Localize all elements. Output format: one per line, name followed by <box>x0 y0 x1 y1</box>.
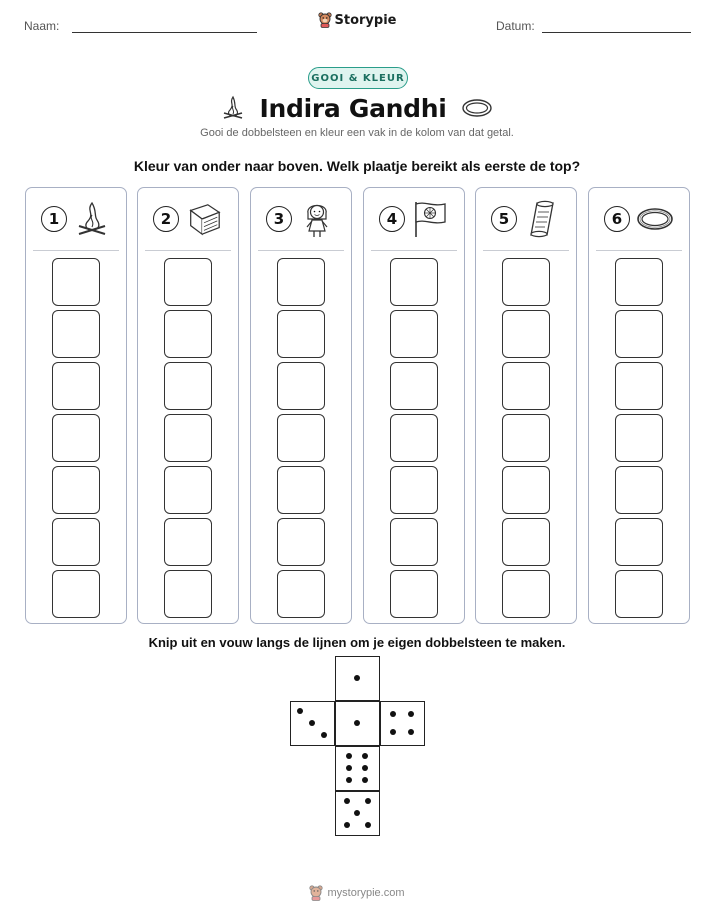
girl-doll-icon <box>298 200 336 238</box>
dice-number: 4 <box>379 206 405 232</box>
dice-number: 6 <box>604 206 630 232</box>
color-cell[interactable] <box>615 570 663 618</box>
color-cell[interactable] <box>52 362 100 410</box>
color-cell[interactable] <box>390 570 438 618</box>
campfire-icon <box>73 200 111 238</box>
column-6 <box>588 187 690 624</box>
column-3 <box>250 187 352 624</box>
color-cell[interactable] <box>390 258 438 306</box>
color-cell[interactable] <box>164 310 212 358</box>
brand-logo <box>0 12 714 28</box>
die-pip <box>362 765 368 771</box>
footer <box>0 885 714 901</box>
color-cell[interactable] <box>390 466 438 514</box>
die-pip <box>365 822 371 828</box>
column-1 <box>25 187 127 624</box>
color-cell[interactable] <box>52 518 100 566</box>
die-pip <box>344 798 350 804</box>
color-cell[interactable] <box>164 570 212 618</box>
column-divider <box>483 250 569 251</box>
die-pip <box>390 711 396 717</box>
color-cell[interactable] <box>502 258 550 306</box>
instruction: Kleur van onder naar boven. Welk plaatje bereikt als eerste de top? <box>133 158 581 174</box>
color-cell[interactable] <box>615 362 663 410</box>
die-pip <box>344 822 350 828</box>
column-header <box>589 188 689 250</box>
column-divider <box>145 250 231 251</box>
color-cell[interactable] <box>502 518 550 566</box>
die-pip <box>390 729 396 735</box>
dice-number: 5 <box>491 206 517 232</box>
color-cell[interactable] <box>164 466 212 514</box>
bear-mascot-icon <box>309 885 323 901</box>
dice-number: 1 <box>41 206 67 232</box>
die-pip <box>346 753 352 759</box>
color-cell[interactable] <box>277 362 325 410</box>
flag-with-wheel-icon <box>411 200 449 238</box>
die-pip <box>354 675 360 681</box>
color-cell[interactable] <box>52 414 100 462</box>
color-cell[interactable] <box>52 258 100 306</box>
scroll-icon <box>523 200 561 238</box>
bangle-icon <box>461 96 493 120</box>
color-cell[interactable] <box>164 518 212 566</box>
color-cell[interactable] <box>164 414 212 462</box>
color-cell[interactable] <box>502 362 550 410</box>
die-pip <box>309 720 315 726</box>
color-cell[interactable] <box>164 362 212 410</box>
die-face-5 <box>335 791 380 836</box>
die-pip <box>365 798 371 804</box>
die-face-3 <box>290 701 335 746</box>
footer-url[interactable]: mystorypie.com <box>327 887 405 899</box>
die-pip <box>408 729 414 735</box>
color-cell[interactable] <box>615 310 663 358</box>
name-label: Naam: <box>24 19 60 33</box>
color-cell[interactable] <box>502 570 550 618</box>
color-cell[interactable] <box>390 310 438 358</box>
name-line[interactable] <box>72 32 257 33</box>
color-cell[interactable] <box>615 258 663 306</box>
color-cell[interactable] <box>277 414 325 462</box>
die-pip <box>408 711 414 717</box>
die-face-1-center <box>335 701 380 746</box>
date-label: Datum: <box>496 19 535 33</box>
column-5 <box>475 187 577 624</box>
color-cell[interactable] <box>615 466 663 514</box>
die-face-6 <box>335 746 380 791</box>
column-header <box>476 188 576 250</box>
die-pip <box>354 720 360 726</box>
color-cell[interactable] <box>277 570 325 618</box>
dice-number: 2 <box>153 206 179 232</box>
cut-instruction: Knip uit en vouw langs de lijnen om je eigen dobbelsteen te maken. <box>148 635 566 650</box>
die-pip <box>362 777 368 783</box>
die-pip <box>362 753 368 759</box>
column-header <box>138 188 238 250</box>
column-4 <box>363 187 465 624</box>
color-cell[interactable] <box>52 570 100 618</box>
dice-number: 3 <box>266 206 292 232</box>
color-cell[interactable] <box>164 258 212 306</box>
color-cell[interactable] <box>615 414 663 462</box>
die-pip <box>354 810 360 816</box>
die-pip <box>346 765 352 771</box>
title-row <box>0 92 714 124</box>
die-face-4 <box>380 701 425 746</box>
die-pip <box>346 777 352 783</box>
color-cell[interactable] <box>390 518 438 566</box>
color-cell[interactable] <box>502 414 550 462</box>
activity-badge: GOOI & KLEUR <box>308 67 408 89</box>
campfire-icon <box>221 94 245 122</box>
color-cell[interactable] <box>277 466 325 514</box>
subtitle: Gooi de dobbelsteen en kleur een vak in de kolom van dat getal. <box>200 127 514 139</box>
column-2 <box>137 187 239 624</box>
column-divider <box>596 250 682 251</box>
column-divider <box>258 250 344 251</box>
column-header <box>26 188 126 250</box>
bangle-icon <box>636 200 674 238</box>
color-cell[interactable] <box>277 518 325 566</box>
bear-mascot-icon <box>318 12 332 28</box>
color-cell[interactable] <box>390 362 438 410</box>
color-cell[interactable] <box>390 414 438 462</box>
color-cell[interactable] <box>277 310 325 358</box>
color-cell[interactable] <box>52 310 100 358</box>
color-cell[interactable] <box>502 466 550 514</box>
column-divider <box>33 250 119 251</box>
brand-name: Storypie <box>334 12 397 28</box>
color-cell[interactable] <box>277 258 325 306</box>
die-pip <box>321 732 327 738</box>
color-cell[interactable] <box>52 466 100 514</box>
die-pip <box>297 708 303 714</box>
date-line[interactable] <box>542 32 691 33</box>
column-header <box>364 188 464 250</box>
color-cell[interactable] <box>502 310 550 358</box>
color-cell[interactable] <box>615 518 663 566</box>
column-divider <box>371 250 457 251</box>
die-face-1 <box>335 656 380 701</box>
page-title: Indira Gandhi <box>259 93 447 123</box>
column-header <box>251 188 351 250</box>
book-icon <box>185 200 223 238</box>
